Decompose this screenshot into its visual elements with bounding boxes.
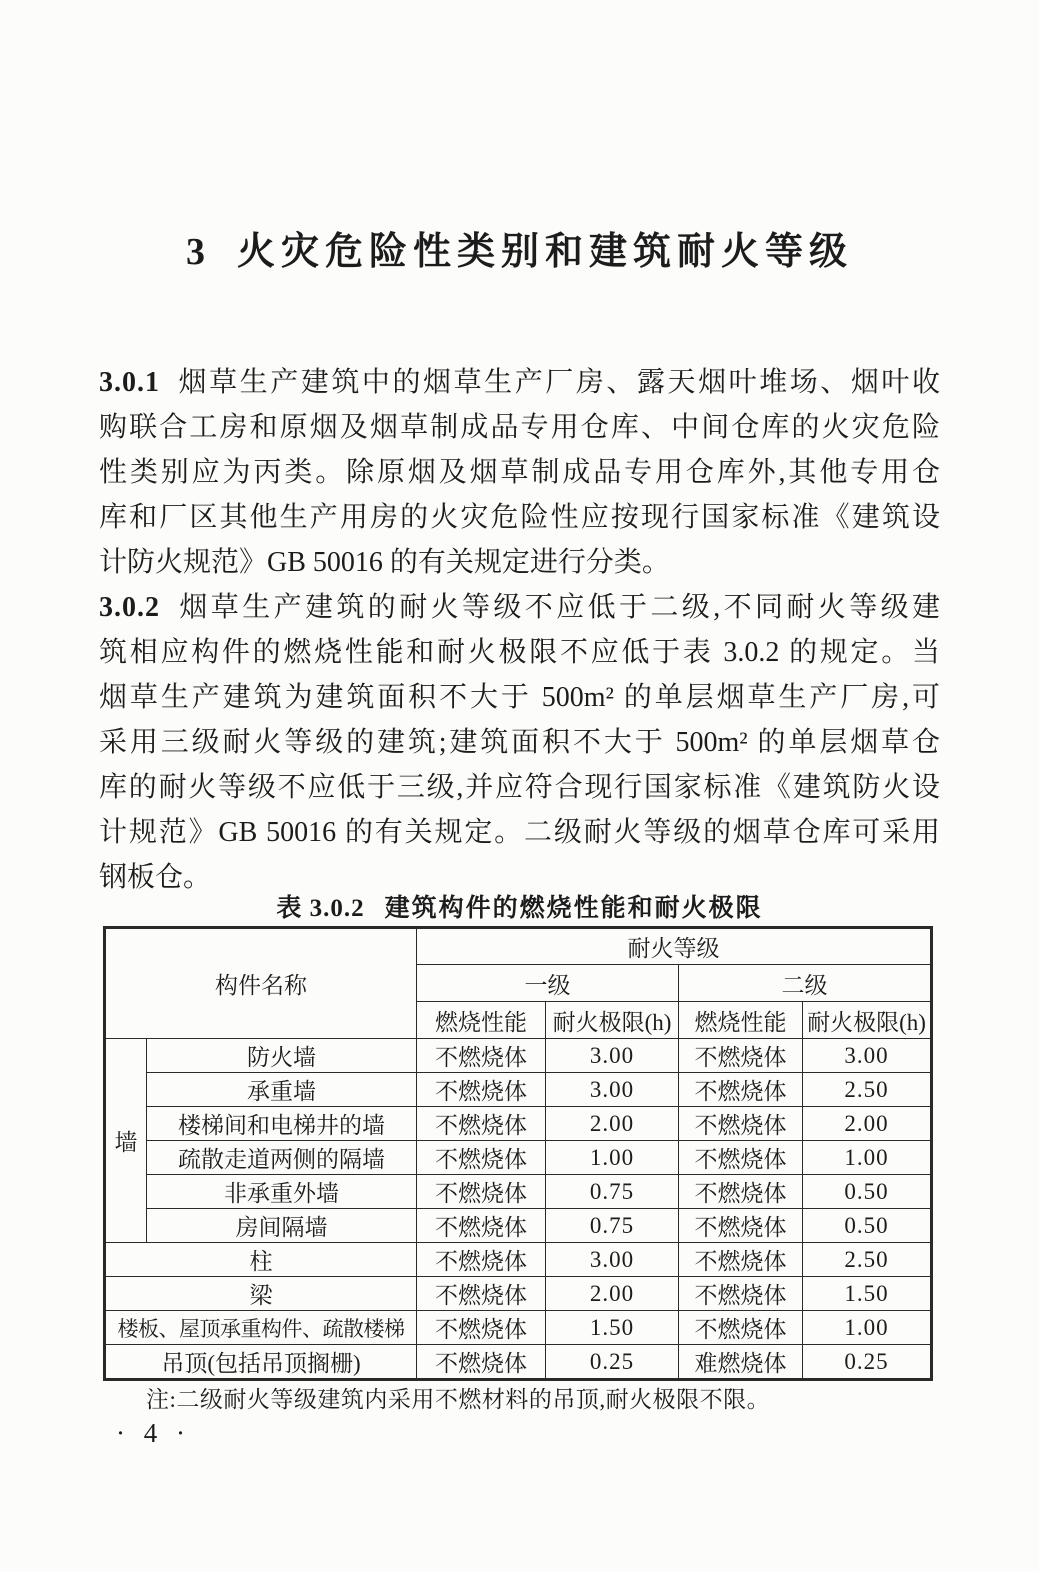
clause-text: 烟草生产建筑的耐火等级不应低于二级,不同耐火等级建 xyxy=(176,592,940,623)
header-fire-rating: 耐火等级 xyxy=(417,928,932,965)
table-cell: 2.00 xyxy=(546,1107,679,1141)
table-cell: 不燃烧体 xyxy=(679,1141,803,1175)
clause-line: 库的耐火等级不应低于三级,并应符合现行国家标准《建筑防火设 xyxy=(99,772,940,803)
table-cell: 0.25 xyxy=(546,1345,679,1380)
chapter-number: 3 xyxy=(185,231,205,273)
table-cell: 2.50 xyxy=(803,1243,932,1277)
clause-line: 计规范》GB 50016 的有关规定。二级耐火等级的烟草仓库可采用 xyxy=(99,817,940,848)
clause-line xyxy=(99,585,940,630)
table-cell: 1.00 xyxy=(546,1141,679,1175)
clause-line: 钢板仓。 xyxy=(99,862,212,893)
table-cell: 不燃烧体 xyxy=(417,1311,546,1345)
table-cell: 难燃烧体 xyxy=(679,1345,803,1380)
component-name-cell: 房间隔墙 xyxy=(147,1209,417,1243)
table-cell: 不燃烧体 xyxy=(417,1175,546,1209)
table-cell: 不燃烧体 xyxy=(417,1209,546,1243)
table-cell: 不燃烧体 xyxy=(679,1277,803,1311)
clause-line xyxy=(99,360,940,405)
page-number: · 4 · xyxy=(116,1418,185,1448)
clause-number: 3.0.1 xyxy=(99,367,160,398)
table-cell: 不燃烧体 xyxy=(679,1243,803,1277)
table-cell: 不燃烧体 xyxy=(679,1073,803,1107)
table-row xyxy=(105,1141,932,1175)
table-cell: 0.25 xyxy=(803,1345,932,1380)
header-grade-1: 一级 xyxy=(417,965,679,1002)
component-name-cell: 非承重外墙 xyxy=(147,1175,417,1209)
table-cell: 不燃烧体 xyxy=(679,1311,803,1345)
chapter-title xyxy=(0,220,1039,275)
header-combustibility: 燃烧性能 xyxy=(417,1002,546,1039)
table-cell: 2.00 xyxy=(803,1107,932,1141)
table-cell: 不燃烧体 xyxy=(679,1209,803,1243)
chapter-title-text: 火灾危险性类别和建筑耐火等级 xyxy=(236,231,853,273)
table-cell: 不燃烧体 xyxy=(417,1243,546,1277)
table-cell: 不燃烧体 xyxy=(417,1039,546,1073)
component-name-cell: 吊顶(包括吊顶搁栅) xyxy=(105,1345,417,1380)
component-name-cell: 楼板、屋顶承重构件、疏散楼梯 xyxy=(105,1311,417,1345)
component-name-cell: 承重墙 xyxy=(147,1073,417,1107)
body-text xyxy=(99,360,940,900)
table-cell: 1.00 xyxy=(803,1311,932,1345)
clause-line: 购联合工房和原烟及烟草制成品专用仓库、中间仓库的火灾危险 xyxy=(99,412,940,443)
table-row xyxy=(105,1243,932,1277)
table-cell: 不燃烧体 xyxy=(417,1277,546,1311)
table-cell: 不燃烧体 xyxy=(417,1073,546,1107)
table-cell: 1.50 xyxy=(803,1277,932,1311)
table-row xyxy=(105,1039,932,1073)
table-caption-text: 建筑构件的燃烧性能和耐火极限 xyxy=(384,895,763,922)
table-cell: 3.00 xyxy=(546,1243,679,1277)
table-cell: 0.75 xyxy=(546,1209,679,1243)
fire-resistance-table xyxy=(103,926,933,1381)
table-cell: 不燃烧体 xyxy=(679,1039,803,1073)
table-header-row xyxy=(105,928,932,965)
table-row xyxy=(105,1345,932,1380)
header-combustibility: 燃烧性能 xyxy=(679,1002,803,1039)
table-cell: 不燃烧体 xyxy=(679,1175,803,1209)
table-cell: 不燃烧体 xyxy=(417,1141,546,1175)
component-name-cell: 疏散走道两侧的隔墙 xyxy=(147,1141,417,1175)
table-row xyxy=(105,1209,932,1243)
table-cell: 2.00 xyxy=(546,1277,679,1311)
clause-line: 烟草生产建筑为建筑面积不大于 500m² 的单层烟草生产厂房,可 xyxy=(99,682,940,713)
clause-line: 性类别应为丙类。除原烟及烟草制成品专用仓库外,其他专用仓 xyxy=(99,457,940,488)
clause-line: 计防火规范》GB 50016 的有关规定进行分类。 xyxy=(99,547,670,578)
component-name-cell: 柱 xyxy=(105,1243,417,1277)
clause-number: 3.0.2 xyxy=(99,592,160,623)
wall-group-cell: 墙 xyxy=(105,1039,147,1243)
table-row xyxy=(105,1175,932,1209)
clause-line: 筑相应构件的燃烧性能和耐火极限不应低于表 3.0.2 的规定。当 xyxy=(99,637,940,668)
table-cell: 不燃烧体 xyxy=(679,1107,803,1141)
table-cell: 不燃烧体 xyxy=(417,1107,546,1141)
table-row xyxy=(105,1073,932,1107)
header-fire-limit: 耐火极限(h) xyxy=(546,1002,679,1039)
clause-line: 采用三级耐火等级的建筑;建筑面积不大于 500m² 的单层烟草仓 xyxy=(99,727,940,758)
table-note: 注:二级耐火等级建筑内采用不燃材料的吊顶,耐火极限不限。 xyxy=(146,1387,771,1412)
table-row xyxy=(105,1277,932,1311)
header-grade-2: 二级 xyxy=(679,965,932,1002)
table-cell: 1.00 xyxy=(803,1141,932,1175)
table-cell: 3.00 xyxy=(546,1073,679,1107)
component-name-cell: 防火墙 xyxy=(147,1039,417,1073)
component-name-cell: 楼梯间和电梯井的墙 xyxy=(147,1107,417,1141)
table-row xyxy=(105,1311,932,1345)
table-cell: 不燃烧体 xyxy=(417,1345,546,1380)
table-row xyxy=(105,1107,932,1141)
clause-text: 烟草生产建筑中的烟草生产厂房、露天烟叶堆场、烟叶收 xyxy=(176,367,940,398)
table-cell: 3.00 xyxy=(546,1039,679,1073)
table-cell: 0.75 xyxy=(546,1175,679,1209)
component-name-cell: 梁 xyxy=(105,1277,417,1311)
header-component: 构件名称 xyxy=(105,928,417,1039)
table-cell: 0.50 xyxy=(803,1175,932,1209)
table-cell: 1.50 xyxy=(546,1311,679,1345)
table-caption-label: 表 3.0.2 xyxy=(276,895,365,922)
header-fire-limit: 耐火极限(h) xyxy=(803,1002,932,1039)
table-cell: 0.50 xyxy=(803,1209,932,1243)
clause-line: 库和厂区其他生产用房的火灾危险性应按现行国家标准《建筑设 xyxy=(99,502,940,533)
table-caption xyxy=(0,888,1039,924)
table-cell: 2.50 xyxy=(803,1073,932,1107)
table-cell: 3.00 xyxy=(803,1039,932,1073)
